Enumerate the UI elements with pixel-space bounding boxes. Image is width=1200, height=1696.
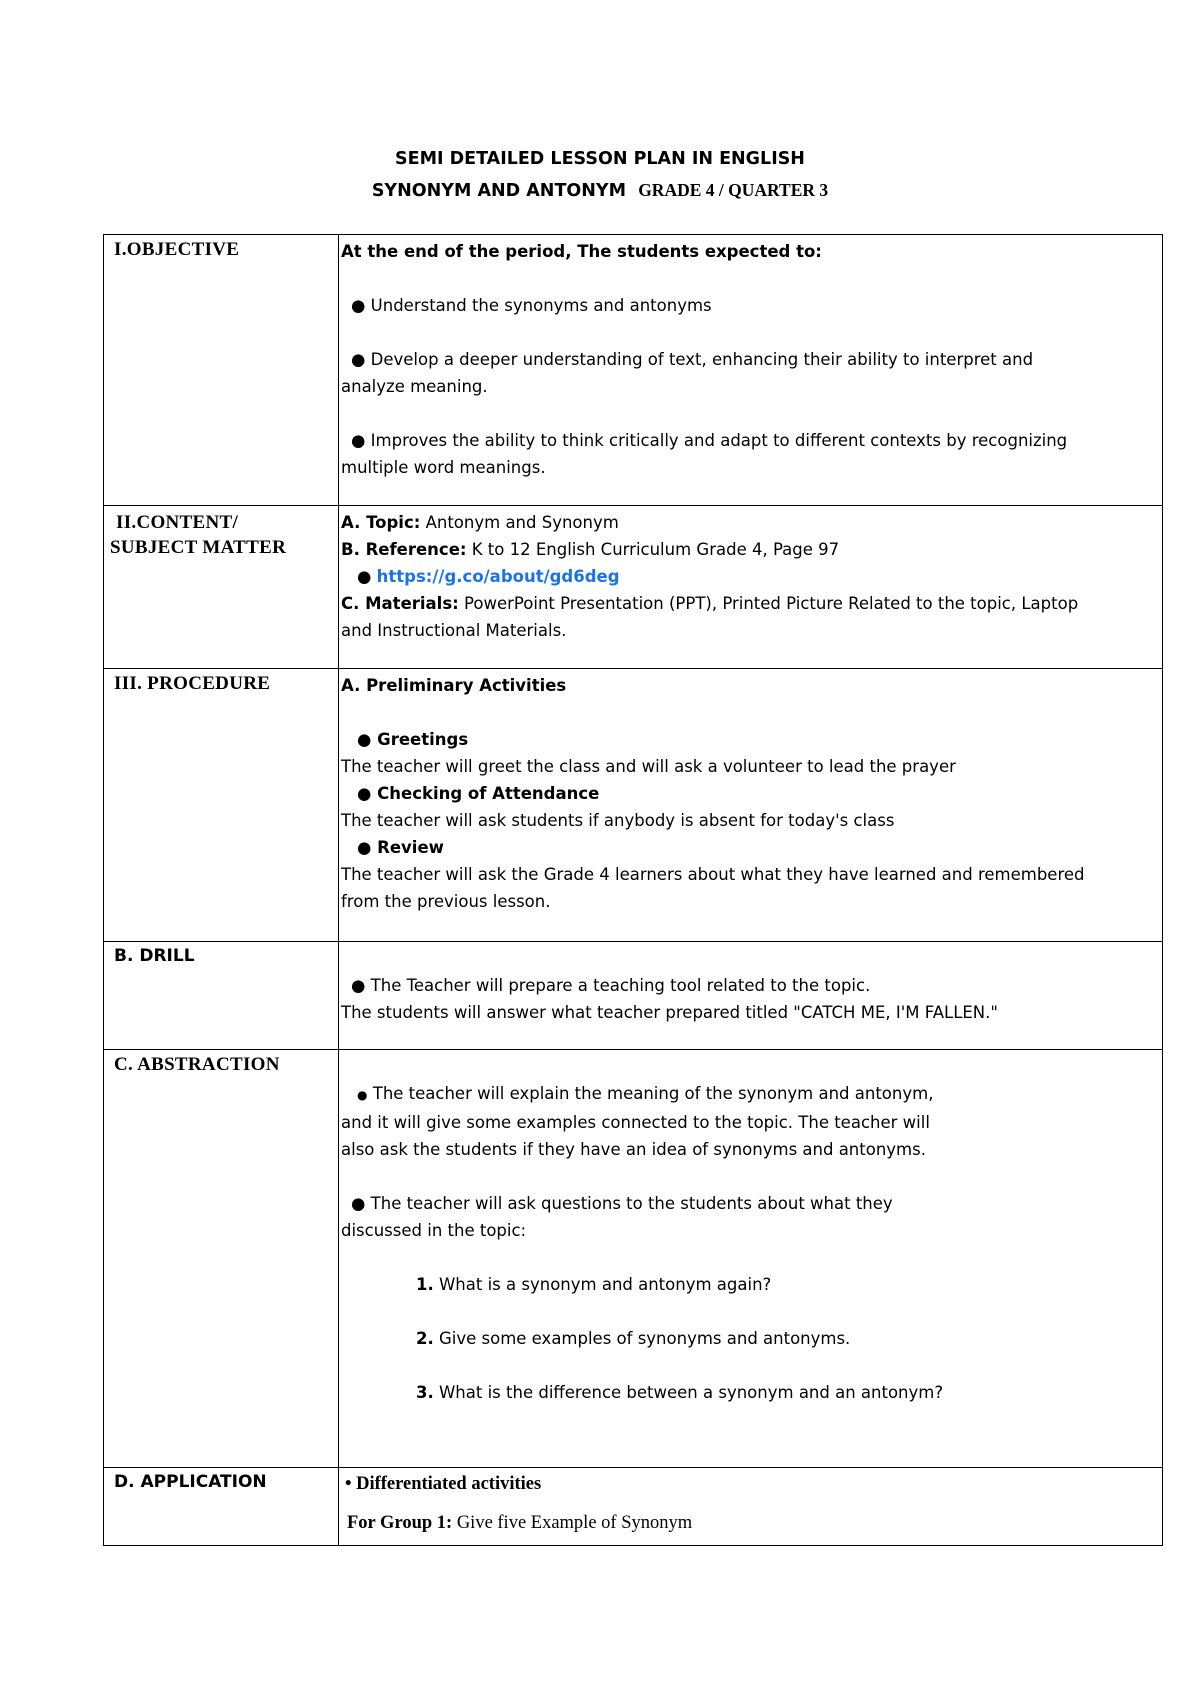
application-content-cell bbox=[339, 1468, 1163, 1546]
abstraction-label-cell bbox=[104, 1050, 339, 1468]
bullet-icon: ● bbox=[357, 730, 372, 749]
document-title: SEMI DETAILED LESSON PLAN IN ENGLISH bbox=[395, 149, 805, 169]
bullet-icon: ● bbox=[351, 350, 366, 369]
drill-text: The students will answer what teacher prepared titled "CATCH ME, I'M FALLEN." bbox=[341, 1003, 998, 1022]
lesson-plan-table bbox=[103, 234, 1163, 1546]
objective-intro: At the end of the period, The students expected to: bbox=[341, 242, 822, 261]
drill-label-cell bbox=[104, 942, 339, 1050]
drill-content-cell bbox=[339, 942, 1163, 1050]
attendance-heading: ● Checking of Attendance bbox=[357, 784, 600, 803]
abstraction-label: C. ABSTRACTION bbox=[114, 1054, 280, 1075]
review-text-cont: from the previous lesson. bbox=[341, 892, 551, 911]
bullet-icon: ● bbox=[351, 296, 366, 315]
reference-link-item bbox=[341, 563, 1154, 590]
reference-line: B. Reference: K to 12 English Curriculum Grade 4, Page 97 bbox=[341, 540, 840, 559]
objective-label-cell bbox=[104, 235, 339, 506]
procedure-row bbox=[104, 669, 1163, 942]
bullet-icon: ● bbox=[357, 1088, 368, 1102]
objective-item: ● Understand the synonyms and antonyms bbox=[351, 296, 712, 315]
drill-item: ● The Teacher will prepare a teaching tool related to the topic. bbox=[351, 976, 871, 995]
topic-line: A. Topic: Antonym and Synonym bbox=[341, 513, 619, 532]
abstraction-text: also ask the students if they have an idea of synonyms and antonyms. bbox=[341, 1140, 926, 1159]
abstraction-item: ● The teacher will ask questions to the students about what they bbox=[351, 1194, 893, 1213]
materials-line-cont: and Instructional Materials. bbox=[341, 621, 567, 640]
bullet-icon: ● bbox=[357, 784, 372, 803]
content-content-cell bbox=[339, 506, 1163, 669]
application-heading: • Differentiated activities bbox=[345, 1474, 542, 1494]
procedure-label-cell bbox=[104, 669, 339, 942]
reference-link[interactable]: https://g.co/about/gd6deg bbox=[376, 567, 620, 586]
application-label: D. APPLICATION bbox=[114, 1472, 267, 1492]
objective-label: I.OBJECTIVE bbox=[114, 239, 240, 260]
content-row bbox=[104, 506, 1163, 669]
objective-content-cell bbox=[339, 235, 1163, 506]
bullet-icon: ● bbox=[357, 567, 372, 586]
content-label-line2: SUBJECT MATTER bbox=[110, 537, 287, 558]
abstraction-item: ● The teacher will explain the meaning of the synonym and antonym, bbox=[357, 1084, 934, 1103]
bullet-icon: ● bbox=[351, 976, 366, 995]
bullet-icon: ● bbox=[357, 838, 372, 857]
objective-item-cont: multiple word meanings. bbox=[341, 458, 546, 477]
attendance-text: The teacher will ask students if anybody is absent for today's class bbox=[341, 811, 895, 830]
subtitle-topic: SYNONYM AND ANTONYM bbox=[371, 181, 626, 201]
review-heading: ● Review bbox=[357, 838, 444, 857]
objective-row bbox=[104, 235, 1163, 506]
abstraction-text: and it will give some examples connected to the topic. The teacher will bbox=[341, 1113, 930, 1132]
procedure-content-cell bbox=[339, 669, 1163, 942]
objective-item: ● Improves the ability to think critically and adapt to different contexts by recognizing bbox=[351, 431, 1068, 450]
group-1-line: For Group 1: Give five Example of Synonym bbox=[347, 1513, 693, 1533]
review-text: The teacher will ask the Grade 4 learners about what they have learned and remembered bbox=[341, 865, 1085, 884]
application-row bbox=[104, 1468, 1163, 1546]
objective-item: ● Develop a deeper understanding of text, enhancing their ability to interpret and bbox=[351, 350, 1034, 369]
drill-label: B. DRILL bbox=[114, 946, 195, 966]
procedure-heading: A. Preliminary Activities bbox=[341, 676, 567, 695]
document-subtitle bbox=[0, 180, 1200, 201]
abstraction-row bbox=[104, 1050, 1163, 1468]
question-item: 3. What is the difference between a synonym and an antonym? bbox=[416, 1383, 944, 1402]
application-label-cell bbox=[104, 1468, 339, 1546]
materials-line: C. Materials: PowerPoint Presentation (PPT), Printed Picture Related to the topic, Laptop bbox=[341, 594, 1079, 613]
bullet-icon: ● bbox=[351, 1194, 366, 1213]
bullet-icon: ● bbox=[351, 431, 366, 450]
greetings-text: The teacher will greet the class and will ask a volunteer to lead the prayer bbox=[341, 757, 956, 776]
content-label-line1: II.CONTENT/ bbox=[116, 512, 239, 533]
drill-row bbox=[104, 942, 1163, 1050]
content-label-cell bbox=[104, 506, 339, 669]
objective-item-cont: analyze meaning. bbox=[341, 377, 488, 396]
abstraction-content-cell bbox=[339, 1050, 1163, 1468]
greetings-heading: ● Greetings bbox=[357, 730, 469, 749]
procedure-label: III. PROCEDURE bbox=[114, 673, 271, 694]
abstraction-text: discussed in the topic: bbox=[341, 1221, 527, 1240]
question-item: 2. Give some examples of synonyms and antonyms. bbox=[416, 1329, 851, 1348]
subtitle-grade: GRADE 4 / QUARTER 3 bbox=[638, 180, 829, 200]
question-item: 1. What is a synonym and antonym again? bbox=[416, 1275, 772, 1294]
